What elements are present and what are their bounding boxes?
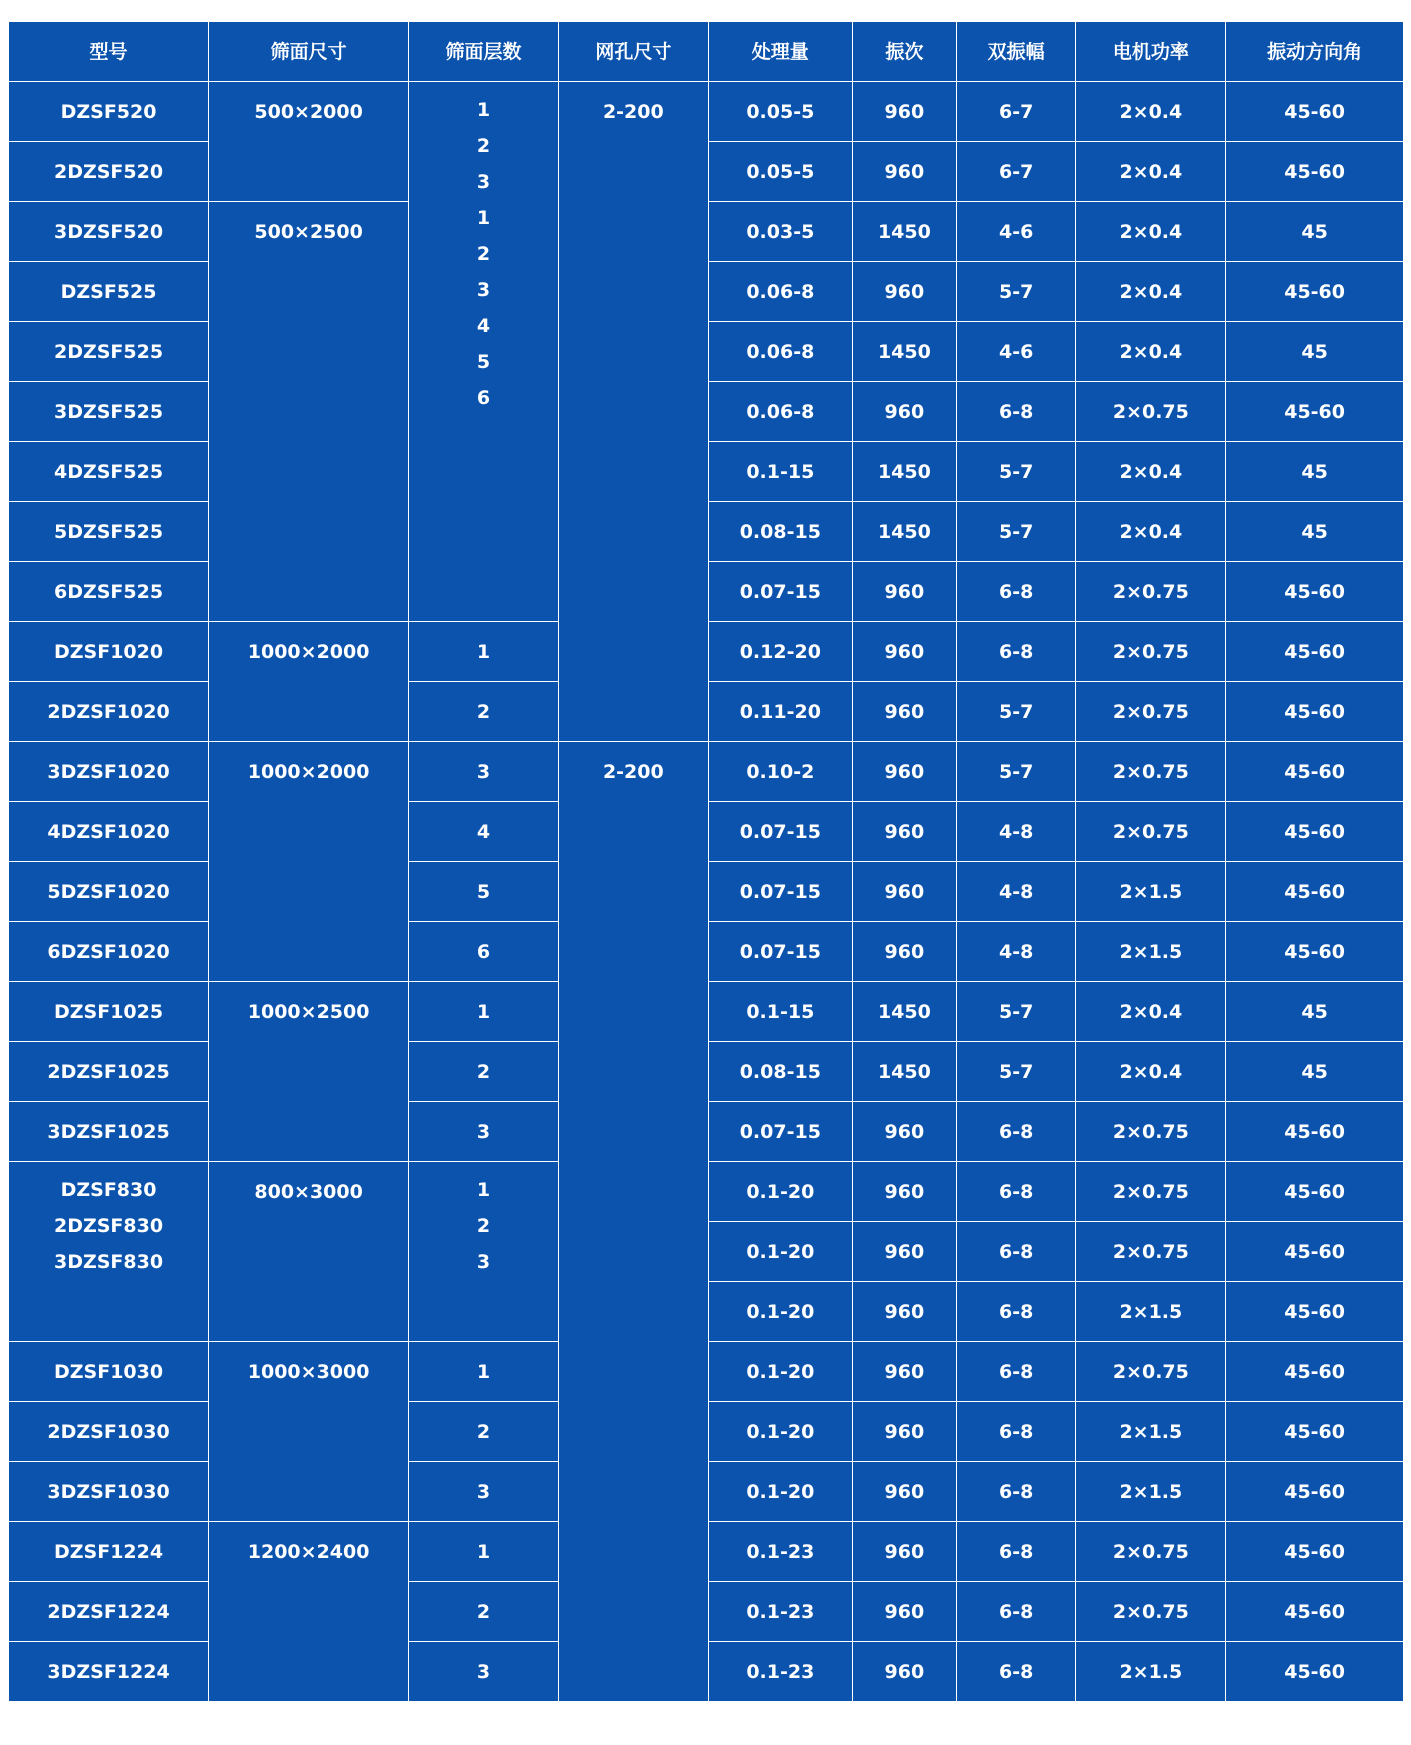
cell-frequency: 960 (852, 1402, 956, 1462)
cell-amplitude: 6-8 (956, 1462, 1076, 1522)
cell-model: DZSF1025 (9, 982, 209, 1042)
cell-frequency: 960 (852, 682, 956, 742)
cell-layers: 3 (409, 1462, 559, 1522)
cell-layers: 1 (409, 1522, 559, 1582)
cell-capacity: 0.1-20 (708, 1462, 852, 1522)
cell-vibration-angle: 45-60 (1226, 682, 1404, 742)
cell-motor-power: 2×1.5 (1076, 1462, 1226, 1522)
cell-capacity: 0.05-5 (708, 142, 852, 202)
cell-amplitude: 4-8 (956, 862, 1076, 922)
cell-amplitude: 6-8 (956, 622, 1076, 682)
cell-frequency: 1450 (852, 982, 956, 1042)
cell-model: 3DZSF520 (9, 202, 209, 262)
cell-mesh-size: 2-200 (558, 742, 708, 1702)
header-capacity: 处理量 (708, 22, 852, 82)
cell-motor-power: 2×0.75 (1076, 1102, 1226, 1162)
cell-frequency: 960 (852, 1522, 956, 1582)
layers-stack: 1 2 3 1 2 3 4 5 6 (476, 99, 491, 409)
cell-model: 4DZSF1020 (9, 802, 209, 862)
header-screen-size: 筛面尺寸 (209, 22, 409, 82)
cell-frequency: 960 (852, 622, 956, 682)
cell-model: 2DZSF525 (9, 322, 209, 382)
cell-frequency: 960 (852, 1462, 956, 1522)
cell-motor-power: 2×0.75 (1076, 1342, 1226, 1402)
cell-frequency: 960 (852, 1222, 956, 1282)
header-row (9, 22, 1404, 82)
cell-vibration-angle: 45-60 (1226, 862, 1404, 922)
cell-model: 3DZSF525 (9, 382, 209, 442)
cell-screen-size: 1200×2400 (209, 1522, 409, 1702)
cell-frequency: 960 (852, 1342, 956, 1402)
cell-layers: 3 (409, 1102, 559, 1162)
cell-layers: 1 (409, 982, 559, 1042)
cell-layers: 3 (409, 742, 559, 802)
cell-motor-power: 2×0.75 (1076, 1222, 1226, 1282)
cell-capacity: 0.1-23 (708, 1522, 852, 1582)
cell-frequency: 960 (852, 862, 956, 922)
cell-motor-power: 2×0.4 (1076, 1042, 1226, 1102)
cell-screen-size: 1000×2000 (209, 742, 409, 982)
cell-motor-power: 2×0.4 (1076, 502, 1226, 562)
cell-capacity: 0.05-5 (708, 82, 852, 142)
cell-screen-size: 500×2500 (209, 202, 409, 622)
cell-vibration-angle: 45-60 (1226, 1462, 1404, 1522)
cell-capacity: 0.12-20 (708, 622, 852, 682)
cell-capacity: 0.07-15 (708, 562, 852, 622)
cell-layers: 2 (409, 1402, 559, 1462)
cell-layers: 2 (409, 1582, 559, 1642)
cell-vibration-angle: 45 (1226, 982, 1404, 1042)
cell-amplitude: 5-7 (956, 262, 1076, 322)
cell-screen-size: 1000×3000 (209, 1342, 409, 1522)
cell-motor-power: 2×0.75 (1076, 622, 1226, 682)
cell-model: 2DZSF1025 (9, 1042, 209, 1102)
cell-vibration-angle: 45-60 (1226, 1642, 1404, 1702)
cell-motor-power: 2×0.4 (1076, 142, 1226, 202)
cell-capacity: 0.1-20 (708, 1222, 852, 1282)
cell-capacity: 0.1-20 (708, 1402, 852, 1462)
cell-motor-power: 2×1.5 (1076, 1402, 1226, 1462)
cell-vibration-angle: 45 (1226, 1042, 1404, 1102)
cell-vibration-angle: 45-60 (1226, 1522, 1404, 1582)
cell-vibration-angle: 45-60 (1226, 1342, 1404, 1402)
cell-frequency: 960 (852, 142, 956, 202)
cell-layers: 1 (409, 1342, 559, 1402)
header-frequency: 振次 (852, 22, 956, 82)
cell-amplitude: 4-6 (956, 322, 1076, 382)
cell-model: 3DZSF1224 (9, 1642, 209, 1702)
cell-amplitude: 6-8 (956, 562, 1076, 622)
cell-amplitude: 6-8 (956, 1102, 1076, 1162)
cell-frequency: 960 (852, 382, 956, 442)
cell-model (9, 1162, 209, 1342)
cell-amplitude: 6-8 (956, 1642, 1076, 1702)
cell-vibration-angle: 45-60 (1226, 1402, 1404, 1462)
cell-vibration-angle: 45-60 (1226, 142, 1404, 202)
cell-frequency: 960 (852, 1102, 956, 1162)
cell-model: DZSF520 (9, 82, 209, 142)
cell-screen-size: 500×2000 (209, 82, 409, 202)
cell-vibration-angle: 45-60 (1226, 802, 1404, 862)
cell-vibration-angle: 45 (1226, 442, 1404, 502)
cell-amplitude: 6-8 (956, 1282, 1076, 1342)
cell-capacity: 0.08-15 (708, 1042, 852, 1102)
cell-vibration-angle: 45-60 (1226, 1222, 1404, 1282)
cell-frequency: 960 (852, 562, 956, 622)
cell-model: 2DZSF520 (9, 142, 209, 202)
cell-frequency: 1450 (852, 502, 956, 562)
cell-vibration-angle: 45-60 (1226, 1162, 1404, 1222)
cell-model: 2DZSF1224 (9, 1582, 209, 1642)
models-stack: DZSF830 2DZSF830 3DZSF830 (53, 1179, 164, 1273)
cell-capacity: 0.06-8 (708, 262, 852, 322)
cell-mesh-size: 2-200 (558, 82, 708, 742)
cell-amplitude: 6-8 (956, 382, 1076, 442)
cell-model: 2DZSF1020 (9, 682, 209, 742)
cell-model: 6DZSF525 (9, 562, 209, 622)
cell-frequency: 960 (852, 1642, 956, 1702)
cell-model: 6DZSF1020 (9, 922, 209, 982)
header-vibration-angle: 振动方向角 (1226, 22, 1404, 82)
cell-capacity: 0.06-8 (708, 322, 852, 382)
cell-model: DZSF1030 (9, 1342, 209, 1402)
header-amplitude: 双振幅 (956, 22, 1076, 82)
cell-vibration-angle: 45 (1226, 202, 1404, 262)
cell-motor-power: 2×0.75 (1076, 742, 1226, 802)
cell-capacity: 0.1-23 (708, 1582, 852, 1642)
cell-vibration-angle: 45-60 (1226, 1582, 1404, 1642)
header-motor-power: 电机功率 (1076, 22, 1226, 82)
cell-screen-size: 1000×2000 (209, 622, 409, 742)
cell-layers: 3 (409, 1642, 559, 1702)
cell-amplitude: 5-7 (956, 742, 1076, 802)
cell-motor-power: 2×0.4 (1076, 442, 1226, 502)
cell-model: DZSF1224 (9, 1522, 209, 1582)
table-row (9, 82, 1404, 142)
cell-amplitude: 6-8 (956, 1162, 1076, 1222)
header-mesh-size: 网孔尺寸 (558, 22, 708, 82)
cell-frequency: 960 (852, 922, 956, 982)
cell-screen-size: 800×3000 (209, 1162, 409, 1342)
cell-capacity: 0.1-15 (708, 982, 852, 1042)
cell-frequency: 960 (852, 262, 956, 322)
cell-motor-power: 2×0.75 (1076, 1162, 1226, 1222)
cell-motor-power: 2×1.5 (1076, 1282, 1226, 1342)
cell-layers: 2 (409, 682, 559, 742)
cell-frequency: 960 (852, 802, 956, 862)
cell-amplitude: 5-7 (956, 502, 1076, 562)
cell-amplitude: 4-6 (956, 202, 1076, 262)
cell-capacity: 0.07-15 (708, 862, 852, 922)
cell-vibration-angle: 45-60 (1226, 742, 1404, 802)
cell-vibration-angle: 45-60 (1226, 1282, 1404, 1342)
cell-amplitude: 6-8 (956, 1402, 1076, 1462)
cell-amplitude: 5-7 (956, 442, 1076, 502)
cell-amplitude: 6-8 (956, 1342, 1076, 1402)
cell-vibration-angle: 45 (1226, 502, 1404, 562)
cell-amplitude: 6-8 (956, 1522, 1076, 1582)
cell-model: DZSF525 (9, 262, 209, 322)
cell-amplitude: 6-8 (956, 1222, 1076, 1282)
cell-model: 4DZSF525 (9, 442, 209, 502)
cell-model: 5DZSF525 (9, 502, 209, 562)
cell-amplitude: 6-8 (956, 1582, 1076, 1642)
cell-vibration-angle: 45-60 (1226, 922, 1404, 982)
cell-frequency: 960 (852, 82, 956, 142)
cell-motor-power: 2×0.75 (1076, 802, 1226, 862)
cell-capacity: 0.1-20 (708, 1162, 852, 1222)
cell-capacity: 0.10-2 (708, 742, 852, 802)
cell-layers (409, 1162, 559, 1342)
cell-frequency: 960 (852, 742, 956, 802)
cell-layers (409, 82, 559, 622)
cell-capacity: 0.1-23 (708, 1642, 852, 1702)
cell-amplitude: 4-8 (956, 802, 1076, 862)
cell-vibration-angle: 45 (1226, 322, 1404, 382)
cell-model: 5DZSF1020 (9, 862, 209, 922)
cell-motor-power: 2×0.75 (1076, 1582, 1226, 1642)
cell-amplitude: 5-7 (956, 1042, 1076, 1102)
layers-stack: 1 2 3 (476, 1179, 491, 1273)
cell-capacity: 0.08-15 (708, 502, 852, 562)
cell-frequency: 960 (852, 1282, 956, 1342)
cell-layers: 5 (409, 862, 559, 922)
cell-capacity: 0.06-8 (708, 382, 852, 442)
cell-vibration-angle: 45-60 (1226, 382, 1404, 442)
cell-motor-power: 2×0.4 (1076, 202, 1226, 262)
cell-motor-power: 2×0.4 (1076, 322, 1226, 382)
cell-capacity: 0.07-15 (708, 922, 852, 982)
cell-motor-power: 2×0.4 (1076, 262, 1226, 322)
cell-frequency: 960 (852, 1582, 956, 1642)
header-model: 型号 (9, 22, 209, 82)
cell-motor-power: 2×1.5 (1076, 922, 1226, 982)
cell-vibration-angle: 45-60 (1226, 82, 1404, 142)
cell-amplitude: 5-7 (956, 682, 1076, 742)
cell-amplitude: 5-7 (956, 982, 1076, 1042)
cell-vibration-angle: 45-60 (1226, 562, 1404, 622)
cell-capacity: 0.1-15 (708, 442, 852, 502)
cell-model: DZSF1020 (9, 622, 209, 682)
cell-amplitude: 6-7 (956, 142, 1076, 202)
cell-capacity: 0.1-20 (708, 1342, 852, 1402)
cell-motor-power: 2×0.75 (1076, 1522, 1226, 1582)
cell-vibration-angle: 45-60 (1226, 262, 1404, 322)
cell-frequency: 960 (852, 1162, 956, 1222)
cell-model: 3DZSF1030 (9, 1462, 209, 1522)
cell-layers: 6 (409, 922, 559, 982)
cell-vibration-angle: 45-60 (1226, 622, 1404, 682)
cell-motor-power: 2×1.5 (1076, 1642, 1226, 1702)
cell-vibration-angle: 45-60 (1226, 1102, 1404, 1162)
cell-amplitude: 6-7 (956, 82, 1076, 142)
cell-model: 2DZSF1030 (9, 1402, 209, 1462)
table-row (9, 742, 1404, 802)
cell-amplitude: 4-8 (956, 922, 1076, 982)
cell-capacity: 0.1-20 (708, 1282, 852, 1342)
cell-layers: 2 (409, 1042, 559, 1102)
cell-frequency: 1450 (852, 322, 956, 382)
cell-motor-power: 2×0.75 (1076, 682, 1226, 742)
cell-frequency: 1450 (852, 202, 956, 262)
cell-motor-power: 2×0.75 (1076, 562, 1226, 622)
cell-motor-power: 2×0.75 (1076, 382, 1226, 442)
cell-layers: 1 (409, 622, 559, 682)
cell-model: 3DZSF1020 (9, 742, 209, 802)
cell-motor-power: 2×1.5 (1076, 862, 1226, 922)
cell-capacity: 0.07-15 (708, 802, 852, 862)
header-layers: 筛面层数 (409, 22, 559, 82)
spec-table (8, 21, 1404, 1702)
cell-screen-size: 1000×2500 (209, 982, 409, 1162)
cell-motor-power: 2×0.4 (1076, 82, 1226, 142)
cell-layers: 4 (409, 802, 559, 862)
cell-motor-power: 2×0.4 (1076, 982, 1226, 1042)
cell-frequency: 1450 (852, 1042, 956, 1102)
cell-capacity: 0.11-20 (708, 682, 852, 742)
cell-capacity: 0.07-15 (708, 1102, 852, 1162)
cell-frequency: 1450 (852, 442, 956, 502)
cell-capacity: 0.03-5 (708, 202, 852, 262)
cell-model: 3DZSF1025 (9, 1102, 209, 1162)
